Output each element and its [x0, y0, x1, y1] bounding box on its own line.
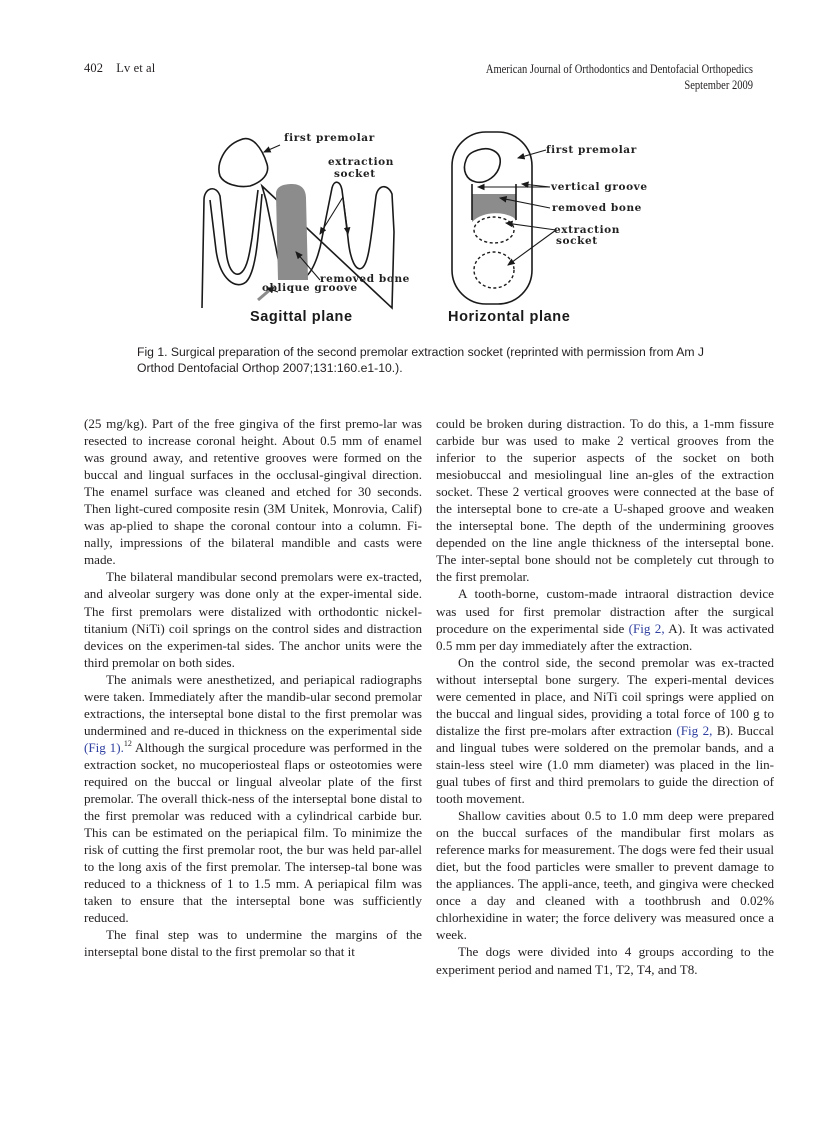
- label-first-premolar-sagittal: first premolar: [284, 132, 375, 144]
- label-removed-bone-sagittal: removed bone: [320, 273, 410, 285]
- label-socket-horizontal: socket: [556, 235, 598, 247]
- running-head-right: [486, 61, 753, 93]
- sagittal-plane-title: Sagittal plane: [250, 309, 353, 325]
- paragraph: [436, 654, 774, 807]
- label-extraction-horizontal: extraction: [554, 224, 620, 236]
- label-socket-sagittal: socket: [334, 168, 376, 180]
- paragraph: The dogs were divided into 4 groups according to the experiment period and named T1, T2, T4, and T8.: [436, 944, 774, 977]
- paragraph-text: A tooth-borne, custom-made intraoral distraction device was used for first premolar distraction after the surgical procedure on the experimental side: [436, 586, 774, 636]
- paragraph-text: The animals were anesthetized, and periapical radiographs were taken. Immediately after the mandib-ular second premolar extractions, the interseptal bone distal to the first premolar was undermined and re-duced in thickness on the experimental side: [84, 671, 422, 738]
- page-number: 402: [84, 61, 104, 75]
- journal-title: American Journal of Orthodontics and Dentofacial Orthopedics: [485, 62, 753, 76]
- label-extraction-sagittal: extraction: [328, 156, 394, 168]
- paragraph: The final step was to undermine the margins of the interseptal bone distal to the first premolar so that it: [84, 927, 422, 960]
- paragraph-text: A). It was activated 0.5 mm per day immediately after the extraction.: [436, 620, 775, 653]
- fig-2-link[interactable]: (Fig 2,: [676, 722, 713, 738]
- paragraph: [436, 585, 774, 653]
- reference-12[interactable]: 12: [123, 738, 132, 748]
- paragraph: [84, 671, 422, 927]
- paragraph: The bilateral mandibular second premolars were ex-tracted, and alveolar surgery was done only at the exper-imental side. The first premolars were distalized with orthodontic nickel-titanium (NiTi) coil springs on the control sides and distraction devices on the experimen-tal sides. The anchor units were the third premolar on both sides.: [84, 569, 422, 670]
- figure-1: [180, 120, 660, 332]
- fig-2-link[interactable]: (Fig 2,: [628, 620, 665, 636]
- label-removed-bone-horizontal: removed bone: [552, 202, 642, 214]
- first-premolar-crown-icon: [219, 139, 268, 187]
- issue-date: September 2009: [684, 78, 753, 92]
- authors: Lv et al: [116, 61, 156, 75]
- running-head-left: [84, 61, 155, 76]
- body-column-left: [84, 415, 422, 961]
- horizontal-plane-title: Horizontal plane: [448, 309, 571, 325]
- removed-bone-region: [276, 184, 308, 280]
- paragraph-text: Although the surgical procedure was performed in the extraction socket, no mucoperiosteal flaps or osteotomies were required on the buccal or lingual alveolar plate of the first premolar. The overall thick-ness of the interseptal bone distal to the first premolar was reduced with a cylindrical carbide bur. This can be estimated on the periapical film. To minimize the risk of cutting the first premolar root, the bur was held par-allel to the long axis of the first premolar. The intersep-tal bone was reduced to a thickness of 1 to 1.5 mm. A periapical film was taken to ensure that the interseptal bone was sufficiently reduced.: [84, 739, 422, 926]
- fig-1-link[interactable]: (Fig 1).: [84, 739, 124, 755]
- paragraph-text: On the control side, the second premolar was ex-tracted without interseptal bone surgery. The experi-mental devices were cemented in place, and NiTi coil springs were applied on the buccal and lingual sides, providing a total force of 100 g to distalize the first pre-molars after extraction: [436, 654, 774, 738]
- paragraph-text: B). Buccal and lingual tubes were soldered on the premolar bands, and a stain-less steel wire (1.0 mm diameter) was placed in the lin-gual tubes of first and third premolars to guide the direction of tooth movement.: [436, 722, 774, 807]
- label-first-premolar-horizontal: first premolar: [546, 144, 637, 156]
- body-column-right: [436, 415, 774, 978]
- label-oblique-groove: oblique groove: [262, 282, 358, 294]
- paragraph: (25 mg/kg). Part of the free gingiva of the first premo-lar was resected to increase coronal height. About 0.5 mm of enamel was ground away, and retentive grooves were formed on the buccal and lingual surfaces in the occlusal-gingival direction. The enamel surface was cleaned and etched for 30 seconds. Then light-cured composite resin (3M Unitek, Monrovia, Calif) was ap-plied to shape the coronal contour into a column. Fi-nally, impressions of the bilateral mandible and casts were made.: [84, 416, 422, 568]
- paragraph: Shallow cavities about 0.5 to 1.0 mm deep were prepared on the buccal surfaces of the mandibular first molars as reference marks for measurement. The dogs were fed their usual diet, but the food particles were smaller to prevent damage to the appliances. The appli-ance, teeth, and gingiva were checked once a day and cleaned with a toothbrush and 0.02% chlorhexidine in water; the force delivery was measured once a week.: [436, 808, 774, 943]
- label-vertical-groove: vertical groove: [551, 181, 648, 193]
- paragraph: could be broken during distraction. To do this, a 1-mm fissure carbide bur was used to make 2 vertical grooves from the inferior to the superior aspects of the socket on both mesiobuccal and mesiolingual line an-gles of the extraction socket. These 2 vertical grooves were connected at the base of the interseptal bone to cre-ate a U-shaped groove and weaken the interseptal bone. The depth of the undermining grooves depended on the line angle thickness of the interseptal bone. The inter-septal bone should not be completely cut through to the first premolar.: [436, 416, 774, 585]
- figure-caption: Fig 1. Surgical preparation of the second premolar extraction socket (reprinted with permission from Am J Orthod Dentofacial Orthop 2007;131:160.e1-10.).: [137, 345, 704, 375]
